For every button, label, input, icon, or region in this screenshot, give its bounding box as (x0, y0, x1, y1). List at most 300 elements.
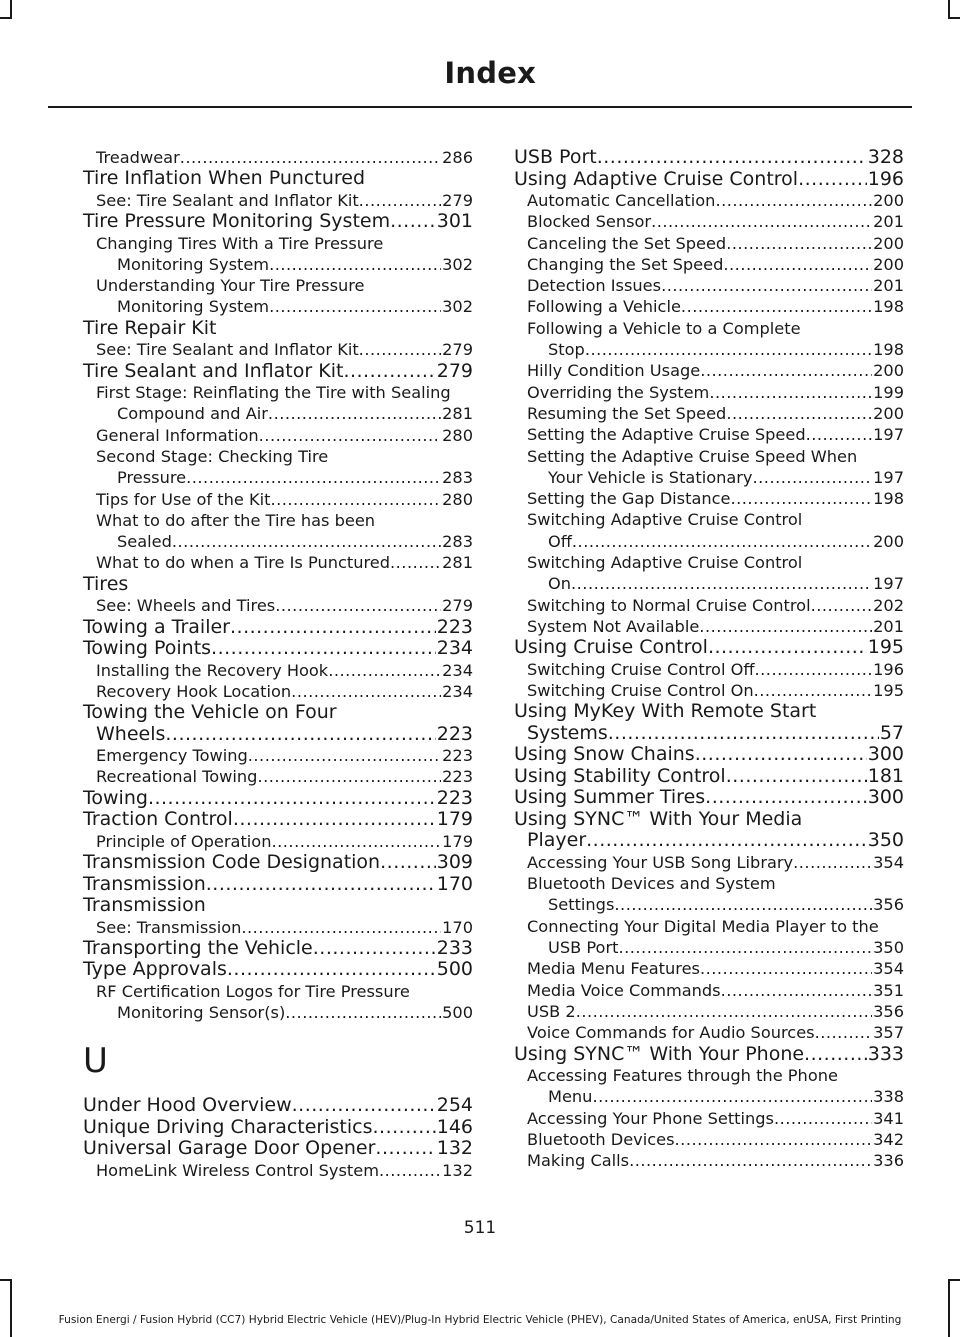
crop-mark-top-right (948, 0, 950, 18)
entry-page-number: 132 (436, 1137, 473, 1160)
index-entry (514, 766, 904, 788)
index-entry (83, 852, 473, 874)
entry-label: Towing a Trailer (83, 615, 230, 638)
entry-label: Switching to Normal Cruise Control (527, 595, 811, 615)
entry-page-number: 283 (442, 468, 473, 488)
entry-page-number: 195 (873, 681, 904, 701)
entry-label: Changing Tires With a Tire Pressure (96, 233, 384, 253)
dot-leader (699, 616, 872, 637)
index-subentry (83, 917, 473, 938)
index-entry (514, 637, 904, 659)
entry-page-number: 200 (873, 403, 904, 423)
dot-leader (675, 1129, 873, 1150)
index-subentry (83, 831, 473, 852)
entry-label: Tire Inflation When Punctured (83, 167, 366, 190)
entry-page-number: 201 (873, 276, 904, 296)
entry-label: Treadwear (96, 148, 180, 167)
entry-page-number: 281 (442, 404, 473, 424)
entry-page-number: 356 (873, 895, 904, 915)
dot-leader (709, 382, 872, 403)
entry-page-number: 354 (873, 959, 904, 979)
entry-page-number: 336 (873, 1151, 904, 1171)
index-subentry (514, 318, 904, 339)
index-subentry (83, 489, 473, 510)
dot-leader (343, 361, 435, 383)
entry-label: Emergency Towing (96, 746, 248, 766)
entry-label: Off (548, 531, 572, 551)
entry-label: Installing the Recovery Hook (96, 660, 329, 680)
dot-leader (726, 403, 872, 424)
entry-label: Using MyKey With Remote Start (514, 700, 817, 723)
dot-leader (186, 467, 441, 488)
entry-page-number: 234 (442, 660, 473, 680)
page-title: Index (444, 56, 536, 90)
entry-label: What to do after the Tire has been (96, 510, 376, 530)
entry-label: Using SYNC™ With Your Media (514, 807, 803, 830)
entry-label: Changing the Set Speed (527, 254, 724, 274)
dot-leader (608, 723, 879, 745)
entry-label: First Stage: Reinflating the Tire with Sealing (96, 383, 451, 403)
entry-label: Blocked Sensor (527, 212, 652, 232)
entry-label: Systems (527, 721, 608, 744)
dot-leader (811, 595, 873, 616)
index-subentry (83, 552, 473, 573)
dot-leader (211, 638, 436, 660)
index-subentry (83, 190, 473, 211)
dot-leader (700, 360, 872, 381)
dot-leader (390, 211, 436, 233)
entry-page-number: 333 (867, 1042, 904, 1065)
dot-leader (618, 937, 872, 958)
entry-label: Setting the Adaptive Cruise Speed When (527, 446, 858, 466)
entry-label: Following a Vehicle (527, 297, 681, 317)
crop-mark-bottom-right (948, 1281, 950, 1337)
entry-label: Transmission (83, 894, 206, 917)
dot-leader (165, 724, 435, 746)
entry-page-number: 300 (867, 743, 904, 766)
index-subentry (83, 296, 473, 317)
index-entry (83, 1138, 473, 1160)
entry-label: Tire Pressure Monitoring System (83, 210, 391, 233)
entry-page-number: 196 (873, 659, 904, 679)
index-subentry (83, 147, 473, 168)
entry-label: Resuming the Set Speed (527, 403, 727, 423)
entry-label: Monitoring System (117, 254, 270, 274)
index-entry (83, 1095, 473, 1117)
index-subentry (514, 296, 904, 317)
index-subentry (514, 424, 904, 445)
dot-leader (721, 980, 872, 1001)
index-subentry (514, 937, 904, 958)
dot-leader (576, 1001, 872, 1022)
index-column-right (514, 147, 904, 1171)
entry-page-number: 350 (867, 829, 904, 852)
index-subentry (83, 1160, 473, 1181)
entry-page-number: 233 (436, 936, 473, 959)
dot-leader (313, 938, 436, 960)
entry-label: Sealed (117, 532, 172, 552)
entry-label: Under Hood Overview (83, 1094, 292, 1117)
index-subentry (514, 211, 904, 232)
index-entry (514, 1044, 904, 1066)
index-subentry (514, 509, 904, 530)
entry-label: Towing (83, 786, 148, 809)
index-subentry (514, 403, 904, 424)
entry-page-number: 179 (442, 831, 473, 851)
entry-label: Menu (548, 1087, 593, 1107)
entry-page-number: 254 (436, 1094, 473, 1117)
index-letter-heading: U (83, 1041, 108, 1082)
entry-label: See: Tire Sealant and Inflator Kit (96, 340, 359, 360)
index-subentry (514, 659, 904, 680)
entry-page-number: 351 (873, 980, 904, 1000)
dot-leader (708, 637, 867, 659)
index-subentry (83, 382, 473, 403)
index-subentry (514, 233, 904, 254)
dot-leader (804, 1044, 867, 1066)
index-entry (83, 874, 473, 896)
index-entry (83, 938, 473, 960)
index-subentry (514, 1108, 904, 1129)
entry-label: Stop (548, 340, 585, 360)
index-subentry (83, 233, 473, 254)
dot-leader (700, 958, 872, 979)
dot-leader (271, 831, 441, 852)
entry-page-number: 500 (436, 958, 473, 981)
index-entry (83, 617, 473, 639)
index-subentry (83, 766, 473, 787)
index-entry (83, 895, 473, 917)
entry-label: Voice Commands for Audio Sources (527, 1023, 815, 1043)
index-entry (83, 809, 473, 831)
entry-label: Towing Points (83, 637, 212, 660)
entry-page-number: 170 (436, 872, 473, 895)
dot-leader (586, 830, 867, 852)
footer-edition-text: Fusion Energi / Fusion Hybrid (CC7) Hybrid Electric Vehicle (HEV)/Plug-In Hybrid Electric Vehicle (PHEV), Canada/United States of America, enUSA, First Printing (58, 1314, 902, 1326)
entry-page-number: 146 (436, 1115, 473, 1138)
entry-page-number: 350 (873, 938, 904, 958)
dot-leader (726, 766, 867, 788)
entry-label: Switching Cruise Control On (527, 681, 754, 701)
entry-page-number: 198 (873, 489, 904, 509)
entry-label: Following a Vehicle to a Complete (527, 318, 801, 338)
index-entry (514, 787, 904, 809)
dot-leader (172, 531, 441, 552)
entry-page-number: 181 (867, 764, 904, 787)
entry-page-number: 309 (436, 851, 473, 874)
entry-page-number: 200 (873, 233, 904, 253)
entry-label: Using Stability Control (514, 764, 726, 787)
entry-label: Tips for Use of the Kit (96, 489, 271, 509)
entry-page-number: 195 (867, 636, 904, 659)
entry-label: Using Snow Chains (514, 743, 695, 766)
index-entry (83, 724, 473, 746)
index-subentry (514, 1086, 904, 1107)
dot-leader (148, 788, 436, 810)
dot-leader (755, 659, 873, 680)
index-entry (514, 701, 904, 723)
entry-page-number: 280 (442, 425, 473, 445)
index-entry (83, 211, 473, 233)
crop-mark-top-left (0, 17, 12, 19)
dot-leader (815, 1022, 873, 1043)
entry-label: HomeLink Wireless Control System (96, 1160, 379, 1180)
entry-page-number: 283 (442, 532, 473, 552)
dot-leader (774, 1108, 872, 1129)
crop-mark-bottom-left (10, 1281, 12, 1337)
index-column-left (83, 147, 473, 1181)
entry-label: USB 2 (527, 1001, 576, 1021)
entry-page-number: 197 (873, 425, 904, 445)
entry-label: Using Summer Tires (514, 786, 706, 809)
index-subentry (83, 446, 473, 467)
index-entry (514, 809, 904, 831)
entry-page-number: 286 (442, 148, 473, 167)
entry-label: Accessing Features through the Phone (527, 1066, 838, 1085)
dot-leader (585, 339, 872, 360)
index-subentry (83, 339, 473, 360)
entry-page-number: 357 (873, 1023, 904, 1043)
entry-page-number: 223 (436, 615, 473, 638)
entry-page-number: 234 (442, 681, 473, 701)
entry-page-number: 279 (436, 359, 473, 382)
entry-label: Tires (83, 572, 129, 595)
dot-leader (275, 595, 441, 616)
dot-leader (291, 681, 441, 702)
entry-label: USB Port (514, 146, 597, 168)
entry-label: Pressure (117, 468, 187, 488)
dot-leader (715, 190, 872, 211)
page-number: 511 (463, 1218, 497, 1238)
entry-page-number: 234 (436, 637, 473, 660)
index-subentry (83, 681, 473, 702)
index-subentry (514, 894, 904, 915)
crop-mark-top-left (10, 0, 12, 18)
entry-label: Principle of Operation (96, 831, 272, 851)
entry-page-number: 200 (873, 361, 904, 381)
dot-leader (259, 425, 441, 446)
dot-leader (390, 552, 441, 573)
index-entry (514, 169, 904, 191)
entry-page-number: 354 (873, 852, 904, 872)
entry-page-number: 223 (442, 767, 473, 787)
entry-label: Switching Adaptive Cruise Control (527, 553, 803, 573)
entry-label: Setting the Adaptive Cruise Speed (527, 425, 806, 445)
entry-label: What to do when a Tire Is Punctured (96, 553, 391, 573)
index-subentry (83, 403, 473, 424)
dot-leader (572, 531, 872, 552)
index-entry (83, 702, 473, 724)
entry-page-number: 200 (873, 191, 904, 210)
entry-page-number: 279 (442, 340, 473, 360)
entry-label: Media Voice Commands (527, 980, 721, 1000)
dot-leader (180, 147, 441, 168)
entry-label: General Information (96, 425, 259, 445)
entry-label: Bluetooth Devices (527, 1129, 675, 1149)
entry-page-number: 201 (873, 212, 904, 232)
entry-page-number: 300 (867, 786, 904, 809)
dot-leader (806, 424, 872, 445)
index-subentry (514, 873, 904, 894)
entry-page-number: 170 (442, 917, 473, 937)
index-subentry (514, 531, 904, 552)
header-divider (48, 106, 912, 108)
entry-page-number: 198 (873, 340, 904, 360)
entry-page-number: 197 (873, 467, 904, 487)
dot-leader (257, 766, 441, 787)
entry-page-number: 302 (442, 297, 473, 317)
entry-label: Tire Sealant and Inflator Kit (83, 359, 344, 382)
index-subentry (514, 958, 904, 979)
entry-page-number: 302 (442, 254, 473, 274)
index-subentry (83, 425, 473, 446)
index-subentry (514, 852, 904, 873)
entry-page-number: 57 (879, 721, 904, 744)
index-subentry (83, 981, 473, 1002)
entry-page-number: 280 (442, 489, 473, 509)
crop-mark-top-right (948, 17, 960, 19)
index-subentry (83, 510, 473, 531)
index-subentry (514, 616, 904, 637)
entry-page-number: 223 (436, 722, 473, 745)
dot-leader (269, 254, 441, 275)
dot-leader (233, 809, 436, 831)
index-subentry (514, 446, 904, 467)
index-subentry (514, 467, 904, 488)
entry-label: Transporting the Vehicle (83, 936, 313, 959)
entry-page-number: 342 (873, 1129, 904, 1149)
dot-leader (227, 959, 436, 981)
entry-label: Second Stage: Checking Tire (96, 446, 329, 466)
entry-page-number: 197 (873, 574, 904, 594)
entry-label: Transmission Code Designation (83, 851, 381, 874)
entry-label: Traction Control (83, 808, 233, 831)
entry-label: Setting the Gap Distance (527, 489, 731, 509)
entry-page-number: 179 (436, 808, 473, 831)
index-subentry (83, 595, 473, 616)
entry-page-number: 198 (873, 297, 904, 317)
entry-label: Universal Garage Door Opener (83, 1137, 376, 1160)
entry-page-number: 202 (873, 595, 904, 615)
entry-label: On (548, 574, 572, 594)
crop-mark-bottom-right (948, 1279, 960, 1281)
dot-leader (614, 894, 872, 915)
index-subentry (83, 1002, 473, 1023)
entry-page-number: 341 (873, 1108, 904, 1128)
entry-page-number: 281 (442, 553, 473, 573)
index-subentry (83, 660, 473, 681)
index-subentry (514, 980, 904, 1001)
dot-leader (270, 489, 441, 510)
dot-leader (373, 1117, 436, 1139)
index-subentry (514, 275, 904, 296)
dot-leader (379, 1160, 441, 1181)
entry-label: Unique Driving Characteristics (83, 1115, 373, 1138)
entry-page-number: 132 (442, 1160, 473, 1180)
entry-page-number: 328 (867, 146, 904, 168)
dot-leader (723, 254, 872, 275)
entry-label: Canceling the Set Speed (527, 233, 727, 253)
entry-page-number: 200 (873, 254, 904, 274)
dot-leader (571, 573, 872, 594)
index-subentry (83, 467, 473, 488)
dot-leader (206, 874, 436, 896)
entry-page-number: 338 (873, 1087, 904, 1107)
dot-leader (798, 169, 867, 191)
entry-label: See: Transmission (96, 917, 242, 937)
entry-label: Making Calls (527, 1151, 630, 1171)
entry-label: Wheels (96, 722, 166, 745)
dot-leader (793, 852, 872, 873)
dot-leader (661, 275, 872, 296)
index-entry (83, 361, 473, 383)
entry-label: Using SYNC™ With Your Phone (514, 1042, 805, 1065)
dot-leader (241, 917, 441, 938)
entry-page-number: 201 (873, 616, 904, 636)
entry-label: Connecting Your Digital Media Player to the (527, 916, 879, 936)
index-subentry (514, 254, 904, 275)
index-subentry (83, 254, 473, 275)
index-subentry (83, 531, 473, 552)
entry-label: Monitoring System (117, 297, 270, 317)
entry-label: Accessing Your Phone Settings (527, 1108, 774, 1128)
dot-leader (695, 744, 867, 766)
index-subentry (83, 745, 473, 766)
crop-mark-bottom-left (0, 1279, 12, 1281)
entry-label: Monitoring Sensor(s) (117, 1003, 286, 1023)
index-subentry (514, 488, 904, 509)
entry-label: Switching Cruise Control Off (527, 659, 755, 679)
dot-leader (705, 787, 867, 809)
dot-leader (285, 1002, 441, 1023)
index-entry (83, 788, 473, 810)
entry-label: Detection Issues (527, 276, 662, 296)
dot-leader (651, 211, 872, 232)
entry-page-number: 279 (442, 190, 473, 210)
dot-leader (754, 680, 872, 701)
index-subentry (514, 680, 904, 701)
index-subentry (514, 1022, 904, 1043)
index-entry (83, 574, 473, 596)
dot-leader (380, 852, 436, 874)
index-subentry (514, 595, 904, 616)
index-entry (83, 318, 473, 340)
index-subentry (514, 190, 904, 211)
index-entry (83, 168, 473, 190)
index-subentry (514, 382, 904, 403)
index-subentry (514, 552, 904, 573)
dot-leader (269, 296, 441, 317)
entry-label: System Not Available (527, 616, 700, 636)
dot-leader (230, 617, 436, 639)
entry-page-number: 279 (442, 596, 473, 616)
entry-label: See: Tire Sealant and Inflator Kit (96, 190, 359, 210)
entry-label: Automatic Cancellation (527, 191, 716, 210)
entry-label: Player (527, 829, 587, 852)
entry-label: Media Menu Features (527, 959, 700, 979)
index-subentry (514, 573, 904, 594)
dot-leader (248, 745, 441, 766)
entry-page-number: 500 (442, 1003, 473, 1023)
index-subentry (514, 1001, 904, 1022)
entry-label: RF Certification Logos for Tire Pressure (96, 981, 410, 1001)
dot-leader (292, 1095, 436, 1117)
dot-leader (681, 296, 872, 317)
entry-label: Using Cruise Control (514, 636, 708, 659)
index-subentry (514, 1150, 904, 1171)
entry-label: Towing the Vehicle on Four (83, 701, 337, 724)
entry-label: Switching Adaptive Cruise Control (527, 510, 803, 530)
